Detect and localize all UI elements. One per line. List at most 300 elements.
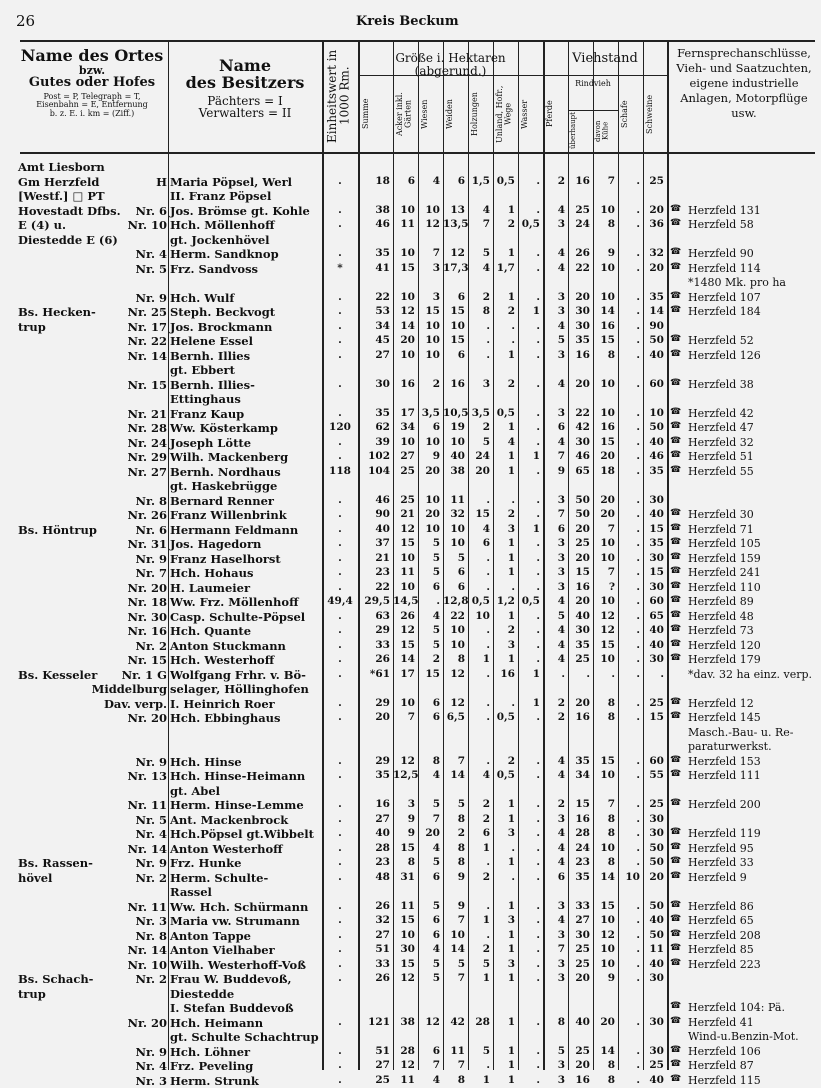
area-value: 6 bbox=[418, 421, 440, 433]
einheitswert: . bbox=[322, 334, 358, 346]
area-value: 1 bbox=[518, 450, 540, 462]
area-value: 11 bbox=[393, 566, 415, 578]
area-value: 1 bbox=[493, 1016, 515, 1028]
livestock-value: 4 bbox=[543, 247, 565, 259]
house-number: Nr. 6 bbox=[135, 523, 167, 537]
area-value: 7 bbox=[393, 711, 415, 723]
area-value: 2 bbox=[443, 827, 465, 839]
house-number: Nr. 26 bbox=[127, 508, 167, 522]
area-value: 5 bbox=[418, 537, 440, 549]
livestock-value: 10 bbox=[593, 914, 615, 926]
area-value: 12 bbox=[393, 523, 415, 535]
area-value: 12 bbox=[443, 668, 465, 680]
remark: Herzfeld 95 bbox=[688, 842, 754, 855]
header-summe: Summe bbox=[362, 80, 390, 148]
area-value: 1,7 bbox=[493, 262, 515, 274]
livestock-value: 3 bbox=[543, 900, 565, 912]
house-number: Nr. 20 bbox=[127, 581, 167, 595]
livestock-value: 46 bbox=[568, 450, 590, 462]
telephone-icon: ☎ bbox=[670, 305, 688, 315]
area-value: 5 bbox=[418, 566, 440, 578]
area-value: 32 bbox=[443, 508, 465, 520]
remark: *dav. 32 ha einz. verp. bbox=[688, 668, 812, 681]
table-row bbox=[0, 697, 821, 712]
table-row bbox=[0, 247, 821, 262]
area-value: 10 bbox=[443, 523, 465, 535]
livestock-value: 3 bbox=[543, 494, 565, 506]
telephone-icon: ☎ bbox=[670, 871, 688, 881]
livestock-value: 30 bbox=[568, 929, 590, 941]
livestock-value: 2 bbox=[543, 798, 565, 810]
livestock-value: 6 bbox=[543, 523, 565, 535]
area-value: 7 bbox=[443, 755, 465, 767]
area-value: 29,5 bbox=[358, 595, 390, 607]
livestock-value: 40 bbox=[568, 1016, 590, 1028]
table-row bbox=[0, 1059, 821, 1074]
area-value: . bbox=[468, 711, 490, 723]
house-number: Nr. 6 bbox=[135, 204, 167, 218]
area-value: 32 bbox=[358, 914, 390, 926]
place-name: Bs. Schach- bbox=[18, 972, 93, 986]
area-value: . bbox=[518, 653, 540, 665]
owner-name: Frz. Peveling bbox=[170, 1059, 253, 1073]
area-value: 6,5 bbox=[443, 711, 465, 723]
livestock-value: 40 bbox=[643, 914, 664, 926]
livestock-value: . bbox=[618, 842, 640, 854]
area-value: 12,8 bbox=[443, 595, 465, 607]
remark: Herzfeld 153 bbox=[688, 755, 761, 768]
telephone-icon: ☎ bbox=[670, 581, 688, 591]
area-value: 6 bbox=[418, 697, 440, 709]
area-value: 22 bbox=[358, 581, 390, 593]
einheitswert: . bbox=[322, 711, 358, 723]
livestock-value: . bbox=[618, 247, 640, 259]
einheitswert: * bbox=[322, 262, 358, 274]
livestock-value: 16 bbox=[568, 581, 590, 593]
livestock-value: 6 bbox=[543, 421, 565, 433]
livestock-value: . bbox=[618, 943, 640, 955]
livestock-value: 25 bbox=[568, 653, 590, 665]
house-number: Nr. 24 bbox=[127, 436, 167, 450]
area-value: . bbox=[518, 436, 540, 448]
area-value: 3 bbox=[493, 914, 515, 926]
area-value: 1 bbox=[493, 972, 515, 984]
einheitswert: . bbox=[322, 1059, 358, 1071]
livestock-value: 34 bbox=[568, 769, 590, 781]
place-name: Gm Herzfeld bbox=[18, 175, 99, 189]
telephone-icon: ☎ bbox=[670, 450, 688, 460]
einheitswert: . bbox=[322, 929, 358, 941]
livestock-value: 15 bbox=[593, 639, 615, 651]
area-value: 10 bbox=[443, 320, 465, 332]
area-value: 10 bbox=[418, 204, 440, 216]
livestock-value: 5 bbox=[543, 1045, 565, 1057]
area-value: . bbox=[518, 842, 540, 854]
area-value: . bbox=[468, 349, 490, 361]
house-number: Nr. 11 bbox=[127, 798, 167, 812]
livestock-value: 14 bbox=[593, 1045, 615, 1057]
livestock-value: . bbox=[618, 465, 640, 477]
owner-name: Frz. Sandvoss bbox=[170, 262, 258, 276]
area-value: 7 bbox=[443, 972, 465, 984]
remark: Herzfeld 105 bbox=[688, 537, 761, 550]
livestock-value: . bbox=[618, 929, 640, 941]
owner-name: II. Franz Pöpsel bbox=[170, 189, 271, 203]
area-value: 1,2 bbox=[493, 595, 515, 607]
owner-name: Frz. Hunke bbox=[170, 856, 241, 870]
area-value: 2 bbox=[493, 378, 515, 390]
area-value: 14 bbox=[443, 943, 465, 955]
table-row bbox=[0, 204, 821, 219]
house-number: Nr. 14 bbox=[127, 943, 167, 957]
area-value: 28 bbox=[468, 1016, 490, 1028]
livestock-value: 8 bbox=[593, 711, 615, 723]
livestock-value: 4 bbox=[543, 914, 565, 926]
livestock-value: 10 bbox=[593, 552, 615, 564]
livestock-value: 7 bbox=[543, 943, 565, 955]
area-value: 4 bbox=[418, 943, 440, 955]
table-row bbox=[0, 624, 821, 639]
area-value: . bbox=[518, 334, 540, 346]
owner-name: Steph. Beckvogt bbox=[170, 305, 275, 319]
livestock-value: 32 bbox=[643, 247, 664, 259]
table-row bbox=[0, 900, 821, 915]
remark: Herzfeld 9 bbox=[688, 871, 747, 884]
owner-name: I. Stefan Buddevoß bbox=[170, 1001, 294, 1015]
livestock-value: . bbox=[618, 653, 640, 665]
livestock-value: 40 bbox=[643, 958, 664, 970]
livestock-value: 15 bbox=[643, 523, 664, 535]
house-number: Nr. 3 bbox=[135, 914, 167, 928]
house-number: Nr. 29 bbox=[127, 450, 167, 464]
livestock-value: 22 bbox=[568, 262, 590, 274]
area-value: 15 bbox=[393, 537, 415, 549]
livestock-value: 4 bbox=[543, 262, 565, 274]
livestock-value: 4 bbox=[543, 653, 565, 665]
livestock-value: 40 bbox=[568, 610, 590, 622]
telephone-icon: ☎ bbox=[670, 798, 688, 808]
place-name: Bs. Hecken- bbox=[18, 305, 96, 319]
telephone-icon: ☎ bbox=[670, 653, 688, 663]
telephone-icon: ☎ bbox=[670, 334, 688, 344]
area-value: 2 bbox=[468, 813, 490, 825]
einheitswert: 118 bbox=[322, 465, 358, 477]
area-value: . bbox=[518, 1045, 540, 1057]
place-name: E (4) u. bbox=[18, 218, 66, 232]
table-row bbox=[0, 450, 821, 465]
livestock-value: 8 bbox=[593, 856, 615, 868]
area-value: 4 bbox=[418, 842, 440, 854]
house-number: Nr. 9 bbox=[135, 856, 167, 870]
remark: Herzfeld 38 bbox=[688, 378, 754, 391]
area-value: 2 bbox=[493, 624, 515, 636]
area-value: . bbox=[518, 581, 540, 593]
livestock-value: 16 bbox=[568, 711, 590, 723]
owner-name: Anton Vielhaber bbox=[170, 943, 275, 957]
area-value: . bbox=[518, 856, 540, 868]
area-value: 38 bbox=[393, 1016, 415, 1028]
area-value: 15 bbox=[418, 305, 440, 317]
area-value: 1 bbox=[493, 349, 515, 361]
livestock-value: 50 bbox=[568, 494, 590, 506]
area-value: 30 bbox=[358, 378, 390, 390]
remark: Masch.-Bau- u. Re- bbox=[688, 726, 793, 739]
area-value: 4 bbox=[468, 523, 490, 535]
livestock-value: 4 bbox=[543, 769, 565, 781]
area-value: 10 bbox=[418, 523, 440, 535]
livestock-value: 8 bbox=[593, 1074, 615, 1086]
livestock-value: 25 bbox=[568, 958, 590, 970]
livestock-value: 11 bbox=[643, 943, 664, 955]
area-value: 1 bbox=[518, 523, 540, 535]
telephone-icon: ☎ bbox=[670, 436, 688, 446]
area-value: 9 bbox=[443, 871, 465, 883]
livestock-value: 6 bbox=[543, 871, 565, 883]
telephone-icon: ☎ bbox=[670, 247, 688, 257]
table-row bbox=[0, 798, 821, 813]
livestock-value: 35 bbox=[643, 465, 664, 477]
area-value: 28 bbox=[393, 1045, 415, 1057]
area-value: 3 bbox=[493, 523, 515, 535]
remark: Herzfeld 52 bbox=[688, 334, 754, 347]
area-value: . bbox=[468, 566, 490, 578]
livestock-value: 4 bbox=[543, 436, 565, 448]
area-value: 12 bbox=[393, 624, 415, 636]
owner-name: Hch. Heimann bbox=[170, 1016, 263, 1030]
table-row bbox=[0, 610, 821, 625]
area-value: 10 bbox=[418, 320, 440, 332]
area-value: 17 bbox=[393, 668, 415, 680]
area-value: 5 bbox=[443, 958, 465, 970]
livestock-value: 8 bbox=[593, 349, 615, 361]
owner-name: Bernh. Illies- bbox=[170, 378, 255, 392]
area-value: 7 bbox=[443, 1059, 465, 1071]
area-value: 19 bbox=[443, 421, 465, 433]
area-value: 15 bbox=[443, 334, 465, 346]
livestock-value: . bbox=[618, 769, 640, 781]
einheitswert: . bbox=[322, 537, 358, 549]
area-value: 0,5 bbox=[468, 595, 490, 607]
area-value: 8 bbox=[443, 813, 465, 825]
area-value: 6 bbox=[418, 871, 440, 883]
livestock-value: 20 bbox=[568, 1059, 590, 1071]
einheitswert: . bbox=[322, 842, 358, 854]
header-unland: Unland, Hofr., Wege bbox=[496, 80, 516, 148]
livestock-value: . bbox=[618, 334, 640, 346]
livestock-value: 36 bbox=[643, 218, 664, 230]
owner-name: Hch. Quante bbox=[170, 624, 251, 638]
area-value: 15 bbox=[443, 305, 465, 317]
livestock-value: 27 bbox=[568, 914, 590, 926]
area-value: 2 bbox=[493, 508, 515, 520]
area-value: 10 bbox=[468, 610, 490, 622]
livestock-value: . bbox=[618, 1074, 640, 1086]
owner-name: gt. Haskebrügge bbox=[170, 479, 277, 493]
area-value: 20 bbox=[418, 465, 440, 477]
livestock-value: 25 bbox=[643, 697, 664, 709]
remark: Herzfeld 55 bbox=[688, 465, 754, 478]
area-value: 7 bbox=[418, 1059, 440, 1071]
house-number: Nr. 20 bbox=[127, 1016, 167, 1030]
area-value: 27 bbox=[358, 1059, 390, 1071]
area-value: 21 bbox=[358, 552, 390, 564]
table-row bbox=[0, 1016, 821, 1031]
livestock-value: 65 bbox=[643, 610, 664, 622]
area-value: 10 bbox=[418, 334, 440, 346]
remark: Herzfeld 104: Pä. bbox=[688, 1001, 785, 1014]
owner-name: Maria Pöpsel, Werl bbox=[170, 175, 292, 189]
house-number: Nr. 9 bbox=[135, 552, 167, 566]
area-value: 51 bbox=[358, 1045, 390, 1057]
telephone-icon: ☎ bbox=[670, 1001, 688, 1011]
telephone-icon: ☎ bbox=[670, 508, 688, 518]
table-row bbox=[0, 784, 821, 799]
area-value: 6 bbox=[443, 175, 465, 187]
area-value: 27 bbox=[358, 929, 390, 941]
area-value: 48 bbox=[358, 871, 390, 883]
telephone-icon: ☎ bbox=[670, 552, 688, 562]
livestock-value: 2 bbox=[543, 711, 565, 723]
header-acker: Acker inkl. Gärten bbox=[396, 80, 416, 148]
area-value: 8 bbox=[443, 856, 465, 868]
remark: paraturwerkst. bbox=[688, 740, 772, 753]
header-weiden: Weiden bbox=[446, 80, 466, 148]
area-value: . bbox=[518, 610, 540, 622]
header-ort: Name des Ortes bzw. Gutes oder Hofes Post = P, Telegraph = T, Eisenbahn = E, Entfernung b. z. E. i. km = (Ziff.) bbox=[16, 48, 168, 118]
table-row bbox=[0, 653, 821, 668]
livestock-value: 15 bbox=[593, 900, 615, 912]
livestock-value: 7 bbox=[593, 175, 615, 187]
livestock-value: 5 bbox=[543, 610, 565, 622]
livestock-value: . bbox=[618, 972, 640, 984]
area-value: . bbox=[518, 262, 540, 274]
remark: Herzfeld 179 bbox=[688, 653, 761, 666]
remark: Herzfeld 107 bbox=[688, 291, 761, 304]
telephone-icon: ☎ bbox=[670, 1059, 688, 1069]
area-value: 40 bbox=[358, 523, 390, 535]
place-name: trup bbox=[18, 987, 46, 1001]
einheitswert: . bbox=[322, 668, 358, 680]
table-row bbox=[0, 566, 821, 581]
area-value: 7 bbox=[468, 218, 490, 230]
remark: Herzfeld 111 bbox=[688, 769, 761, 782]
livestock-value: . bbox=[543, 668, 565, 680]
area-value: 4 bbox=[418, 175, 440, 187]
einheitswert: . bbox=[322, 624, 358, 636]
area-value: 6 bbox=[443, 566, 465, 578]
header-remarks: Fernsprechanschlüsse, Vieh- und Saatzuchten, eigene industrielle Anlagen, Motorpflüge usw. bbox=[672, 46, 816, 121]
table-row bbox=[0, 595, 821, 610]
house-number: Nr. 17 bbox=[127, 320, 167, 334]
area-value: 2 bbox=[468, 421, 490, 433]
area-value: . bbox=[518, 958, 540, 970]
livestock-value: 4 bbox=[543, 320, 565, 332]
table-row bbox=[0, 334, 821, 349]
area-value: . bbox=[518, 929, 540, 941]
area-value: 26 bbox=[358, 900, 390, 912]
owner-name: Bernard Renner bbox=[170, 494, 274, 508]
area-value: 5 bbox=[468, 436, 490, 448]
remark: Herzfeld 106 bbox=[688, 1045, 761, 1058]
table-row bbox=[0, 160, 821, 175]
telephone-icon: ☎ bbox=[670, 624, 688, 634]
livestock-value: 10 bbox=[593, 378, 615, 390]
einheitswert: . bbox=[322, 697, 358, 709]
remark: Herzfeld 30 bbox=[688, 508, 754, 521]
livestock-value: 40 bbox=[643, 349, 664, 361]
livestock-value: 4 bbox=[543, 856, 565, 868]
area-value: . bbox=[518, 813, 540, 825]
livestock-value: 30 bbox=[568, 436, 590, 448]
area-value: . bbox=[518, 1016, 540, 1028]
einheitswert: 120 bbox=[322, 421, 358, 433]
area-value: 18 bbox=[358, 175, 390, 187]
livestock-value: 25 bbox=[643, 798, 664, 810]
livestock-value: 3 bbox=[543, 1074, 565, 1086]
house-number: Nr. 18 bbox=[127, 595, 167, 609]
area-value: 25 bbox=[393, 494, 415, 506]
einheitswert: . bbox=[322, 755, 358, 767]
house-number: Nr. 15 bbox=[127, 653, 167, 667]
area-value: . bbox=[518, 1074, 540, 1086]
area-value: 1 bbox=[518, 668, 540, 680]
livestock-value: . bbox=[618, 697, 640, 709]
livestock-value: 25 bbox=[568, 1045, 590, 1057]
house-number: Nr. 4 bbox=[135, 1059, 167, 1073]
area-value: 2 bbox=[493, 305, 515, 317]
telephone-icon: ☎ bbox=[670, 1016, 688, 1026]
area-value: 1 bbox=[468, 914, 490, 926]
house-number: Nr. 15 bbox=[127, 378, 167, 392]
telephone-icon: ☎ bbox=[670, 914, 688, 924]
house-number: Nr. 2 bbox=[135, 871, 167, 885]
livestock-value: 35 bbox=[643, 291, 664, 303]
area-value: 9 bbox=[443, 900, 465, 912]
area-value: 9 bbox=[393, 813, 415, 825]
area-value: 1 bbox=[493, 566, 515, 578]
table-row bbox=[0, 494, 821, 509]
livestock-value: 40 bbox=[643, 436, 664, 448]
house-number: Nr. 21 bbox=[127, 407, 167, 421]
livestock-value: . bbox=[618, 436, 640, 448]
owner-name: I. Heinrich Roer bbox=[170, 697, 275, 711]
area-value: . bbox=[518, 624, 540, 636]
area-value: 26 bbox=[358, 972, 390, 984]
area-value: 6 bbox=[418, 711, 440, 723]
area-value: 2 bbox=[468, 291, 490, 303]
area-value: 6 bbox=[418, 1045, 440, 1057]
telephone-icon: ☎ bbox=[670, 929, 688, 939]
area-value: 9 bbox=[393, 827, 415, 839]
livestock-value: 18 bbox=[593, 465, 615, 477]
area-value: 40 bbox=[358, 827, 390, 839]
area-value: 10 bbox=[418, 494, 440, 506]
table-row bbox=[0, 958, 821, 973]
area-value: 15 bbox=[393, 958, 415, 970]
livestock-value: 40 bbox=[643, 1074, 664, 1086]
owner-name: Frau W. Buddevoß, bbox=[170, 972, 292, 986]
owner-name: Anton Tappe bbox=[170, 929, 251, 943]
telephone-icon: ☎ bbox=[670, 523, 688, 533]
livestock-value: 20 bbox=[643, 204, 664, 216]
area-value: 13 bbox=[443, 204, 465, 216]
remark: Herzfeld 12 bbox=[688, 697, 754, 710]
header-holzungen: Holzungen bbox=[471, 80, 491, 148]
table-row bbox=[0, 436, 821, 451]
owner-name: gt. Ebbert bbox=[170, 363, 235, 377]
area-value: 1 bbox=[493, 813, 515, 825]
area-value: 7 bbox=[443, 914, 465, 926]
